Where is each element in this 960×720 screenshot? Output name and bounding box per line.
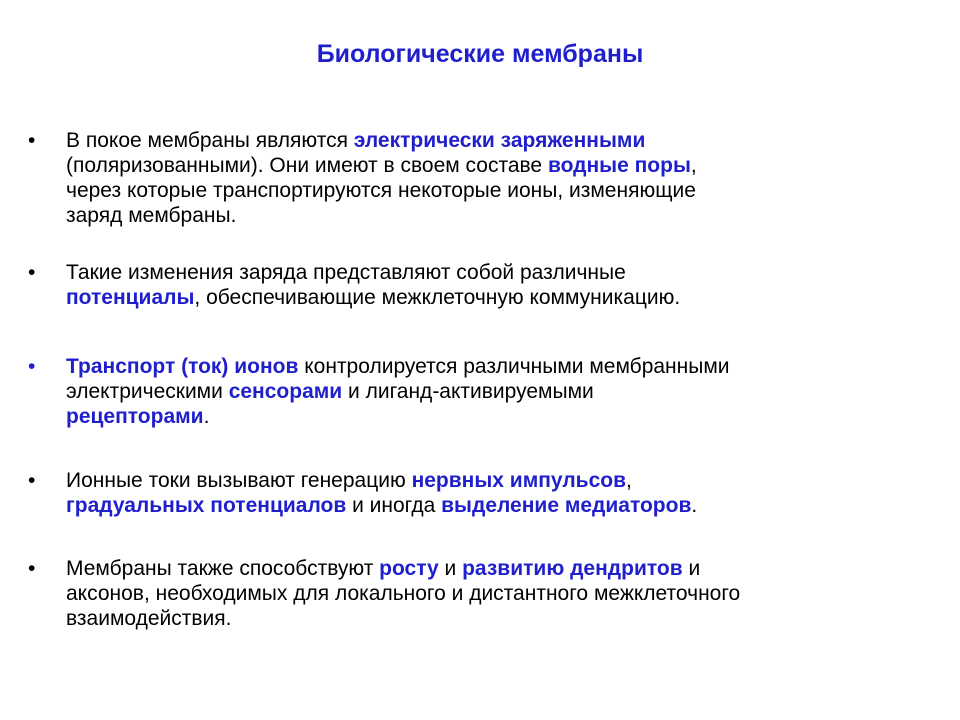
text-segment: заряд мембраны.	[66, 204, 237, 227]
bullet-text	[66, 469, 697, 517]
bullet-marker: •	[28, 261, 36, 284]
bullet-marker: •	[28, 129, 36, 152]
text-segment: (поляризованными). Они имеют в своем составе	[66, 154, 548, 177]
bullet-item	[28, 354, 928, 429]
highlighted-term: нервных импульсов	[411, 469, 626, 492]
text-segment: и иногда	[346, 494, 442, 517]
text-segment: и	[682, 557, 701, 580]
text-segment: электрическими	[66, 380, 229, 403]
text-segment: взаимодействия.	[66, 607, 232, 630]
bullet-text	[66, 129, 697, 227]
text-segment: ,	[690, 154, 697, 177]
highlighted-term: Транспорт (ток) ионов	[66, 355, 299, 378]
highlighted-term: водные поры	[547, 154, 691, 177]
bullet-marker: •	[28, 469, 36, 492]
text-segment: контролируется различными мембранными	[298, 355, 730, 378]
highlighted-term: рецепторами	[66, 405, 204, 428]
text-segment: через которые транспортируются некоторые ионы, изменяющие	[66, 179, 696, 202]
text-segment: .	[691, 494, 698, 517]
bullet-text	[66, 557, 740, 630]
bullet-marker: •	[28, 355, 36, 378]
text-segment: аксонов, необходимых для локального и дистантного межклеточного	[66, 582, 741, 605]
bullet-item	[28, 128, 928, 228]
bullet-text	[66, 355, 730, 428]
bullet-item	[28, 468, 928, 518]
text-segment: и лиганд-активируемыми	[342, 380, 594, 403]
bullet-text	[66, 261, 680, 309]
highlighted-term: выделение медиаторов	[441, 494, 692, 517]
text-segment: Ионные токи вызывают генерацию	[66, 469, 412, 492]
text-segment: Мембраны также способствуют	[66, 557, 380, 580]
text-segment: В покое мембраны являются	[66, 129, 354, 152]
highlighted-term: электрически заряженными	[353, 129, 646, 152]
highlighted-term: потенциалы	[66, 286, 195, 309]
highlighted-term: градуальных потенциалов	[66, 494, 347, 517]
bullet-item	[28, 556, 928, 631]
text-segment: Такие изменения заряда представляют собой различные	[66, 261, 626, 284]
text-segment: ,	[626, 469, 632, 492]
text-segment: и	[438, 557, 463, 580]
bullet-marker: •	[28, 557, 36, 580]
highlighted-term: сенсорами	[228, 380, 343, 403]
bullet-item	[28, 260, 928, 310]
text-segment: .	[203, 405, 210, 428]
highlighted-term: развитию дендритов	[462, 557, 683, 580]
highlighted-term: росту	[379, 557, 439, 580]
slide-title: Биологические мембраны	[316, 40, 644, 68]
text-segment: , обеспечивающие межклеточную коммуникацию.	[194, 286, 681, 309]
